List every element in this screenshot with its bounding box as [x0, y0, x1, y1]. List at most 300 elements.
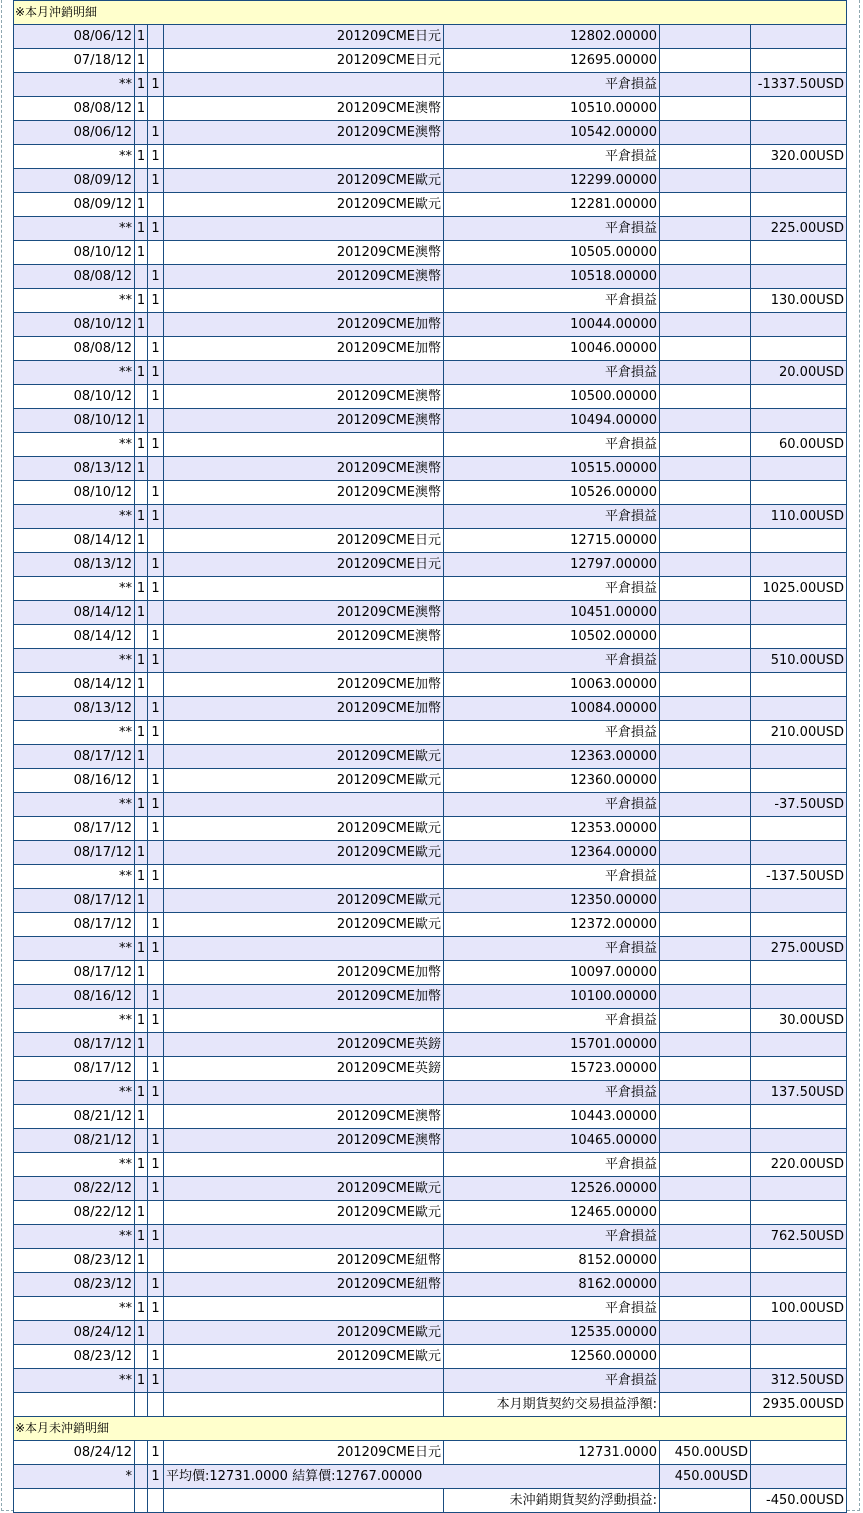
sell-qty: 1 — [148, 1465, 164, 1489]
empty-cell — [660, 793, 751, 817]
pl-row — [14, 577, 847, 601]
sell-qty: 1 — [148, 433, 164, 457]
trade-date: 08/22/12 — [14, 1177, 135, 1201]
floating-pl-value: -450.00USD — [751, 1489, 847, 1513]
product-name: 201209CME歐元 — [164, 817, 444, 841]
pl-row — [14, 433, 847, 457]
product-name — [164, 217, 444, 241]
pl-row — [14, 145, 847, 169]
product-name: 201209CME澳幣 — [164, 97, 444, 121]
empty-cell — [660, 49, 751, 73]
floating-pl-label: 未沖銷期貨契約浮動損益: — [444, 1489, 660, 1513]
trade-price: 12364.00000 — [444, 841, 660, 865]
product-name — [164, 721, 444, 745]
buy-qty: 1 — [135, 145, 148, 169]
trade-row — [14, 265, 847, 289]
pl-label: 平倉損益 — [444, 1225, 660, 1249]
buy-qty: 1 — [135, 889, 148, 913]
sell-qty — [148, 49, 164, 73]
trade-date: 08/08/12 — [14, 337, 135, 361]
sell-qty: 1 — [148, 577, 164, 601]
empty-cell — [751, 817, 847, 841]
trade-row — [14, 481, 847, 505]
pl-row — [14, 361, 847, 385]
product-name: 201209CME加幣 — [164, 985, 444, 1009]
buy-qty: 1 — [135, 529, 148, 553]
trade-date: 08/17/12 — [14, 889, 135, 913]
sell-qty — [148, 1105, 164, 1129]
trade-price: 12350.00000 — [444, 889, 660, 913]
empty-cell — [660, 913, 751, 937]
pl-label: 平倉損益 — [444, 1009, 660, 1033]
sell-qty: 1 — [148, 1345, 164, 1369]
trade-date: ** — [14, 1009, 135, 1033]
trade-row — [14, 889, 847, 913]
sell-qty: 1 — [148, 913, 164, 937]
trade-date: 08/17/12 — [14, 745, 135, 769]
buy-qty: 1 — [135, 49, 148, 73]
product-name: 201209CME加幣 — [164, 697, 444, 721]
empty-cell — [751, 49, 847, 73]
buy-qty: 1 — [135, 841, 148, 865]
trade-date: 08/17/12 — [14, 913, 135, 937]
product-name: 201209CME歐元 — [164, 769, 444, 793]
empty-cell — [751, 769, 847, 793]
trade-date: 08/13/12 — [14, 457, 135, 481]
trade-date: 08/06/12 — [14, 25, 135, 49]
sell-qty — [148, 889, 164, 913]
product-name — [164, 1369, 444, 1393]
buy-qty: 1 — [135, 745, 148, 769]
empty-cell — [660, 169, 751, 193]
product-name: 201209CME歐元 — [164, 193, 444, 217]
product-name: 201209CME澳幣 — [164, 1129, 444, 1153]
product-name: 201209CME歐元 — [164, 1177, 444, 1201]
sell-qty: 1 — [148, 1297, 164, 1321]
buy-qty — [135, 913, 148, 937]
empty-cell — [660, 697, 751, 721]
trade-date: 08/21/12 — [14, 1105, 135, 1129]
trade-date: ** — [14, 1369, 135, 1393]
buy-qty: 1 — [135, 1321, 148, 1345]
empty-cell — [660, 865, 751, 889]
trade-date: ** — [14, 1081, 135, 1105]
trade-price: 12802.00000 — [444, 25, 660, 49]
empty-cell — [660, 193, 751, 217]
summary-marker: * — [14, 1465, 135, 1489]
empty-cell — [660, 1273, 751, 1297]
product-name — [164, 1009, 444, 1033]
trade-date: 08/13/12 — [14, 553, 135, 577]
trade-price: 12299.00000 — [444, 169, 660, 193]
pl-amount: 220.00USD — [751, 1153, 847, 1177]
buy-qty: 1 — [135, 361, 148, 385]
trade-row — [14, 169, 847, 193]
empty-cell — [660, 1033, 751, 1057]
empty-cell — [751, 697, 847, 721]
empty-cell — [660, 1081, 751, 1105]
buy-qty: 1 — [135, 1297, 148, 1321]
product-name: 201209CME歐元 — [164, 1345, 444, 1369]
buy-qty: 1 — [135, 721, 148, 745]
product-name — [164, 361, 444, 385]
empty-cell — [660, 1369, 751, 1393]
empty-cell — [751, 1249, 847, 1273]
trade-price: 12363.00000 — [444, 745, 660, 769]
sell-qty: 1 — [148, 1009, 164, 1033]
buy-qty: 1 — [135, 433, 148, 457]
trade-price: 10542.00000 — [444, 121, 660, 145]
sell-qty: 1 — [148, 721, 164, 745]
sell-qty — [148, 1201, 164, 1225]
pl-label: 平倉損益 — [444, 433, 660, 457]
buy-qty: 1 — [135, 793, 148, 817]
empty-cell — [660, 313, 751, 337]
empty-cell — [660, 241, 751, 265]
product-name: 201209CME澳幣 — [164, 1105, 444, 1129]
sell-qty: 1 — [148, 337, 164, 361]
trade-date: ** — [14, 793, 135, 817]
empty-cell — [660, 817, 751, 841]
product-name: 201209CME澳幣 — [164, 241, 444, 265]
trade-price: 10063.00000 — [444, 673, 660, 697]
pl-label: 平倉損益 — [444, 1297, 660, 1321]
sell-qty — [148, 25, 164, 49]
sell-qty: 1 — [148, 505, 164, 529]
trade-price: 12360.00000 — [444, 769, 660, 793]
empty-cell — [751, 1105, 847, 1129]
trade-date: ** — [14, 721, 135, 745]
product-name: 201209CME歐元 — [164, 841, 444, 865]
product-name — [164, 433, 444, 457]
trade-price: 10500.00000 — [444, 385, 660, 409]
empty-cell — [660, 73, 751, 97]
trade-price: 10494.00000 — [444, 409, 660, 433]
trade-price: 12465.00000 — [444, 1201, 660, 1225]
trade-row — [14, 97, 847, 121]
pl-amount: 510.00USD — [751, 649, 847, 673]
buy-qty: 1 — [135, 505, 148, 529]
trade-row — [14, 673, 847, 697]
trade-row — [14, 913, 847, 937]
empty-cell — [751, 1129, 847, 1153]
empty-cell — [660, 1489, 751, 1513]
sell-qty: 1 — [148, 553, 164, 577]
trade-date: 08/23/12 — [14, 1345, 135, 1369]
sell-qty: 1 — [148, 121, 164, 145]
trade-row — [14, 1177, 847, 1201]
empty-cell — [660, 289, 751, 313]
sell-qty: 1 — [148, 361, 164, 385]
trade-date: 08/10/12 — [14, 409, 135, 433]
pl-label: 平倉損益 — [444, 649, 660, 673]
pl-amount: 130.00USD — [751, 289, 847, 313]
buy-qty — [135, 337, 148, 361]
product-name: 201209CME加幣 — [164, 961, 444, 985]
open-summary-row — [14, 1465, 847, 1489]
empty-cell — [660, 145, 751, 169]
trade-date: 08/24/12 — [14, 1441, 135, 1465]
trade-date: 08/22/12 — [14, 1201, 135, 1225]
product-name — [164, 1297, 444, 1321]
trade-price: 12797.00000 — [444, 553, 660, 577]
empty-cell — [135, 1393, 148, 1417]
pl-label: 平倉損益 — [444, 505, 660, 529]
empty-cell — [660, 409, 751, 433]
empty-cell — [660, 625, 751, 649]
empty-cell — [660, 265, 751, 289]
buy-qty: 1 — [135, 289, 148, 313]
pl-row — [14, 937, 847, 961]
empty-cell — [660, 481, 751, 505]
trade-row — [14, 193, 847, 217]
trade-price: 10465.00000 — [444, 1129, 660, 1153]
empty-cell — [751, 601, 847, 625]
buy-qty: 1 — [135, 1081, 148, 1105]
trade-row — [14, 385, 847, 409]
trade-row — [14, 961, 847, 985]
pl-label: 平倉損益 — [444, 73, 660, 97]
trade-date: 08/14/12 — [14, 673, 135, 697]
sell-qty — [148, 409, 164, 433]
pl-amount: 30.00USD — [751, 1009, 847, 1033]
pl-amount: 275.00USD — [751, 937, 847, 961]
trade-date: ** — [14, 1297, 135, 1321]
buy-qty — [135, 1465, 148, 1489]
trade-row — [14, 1201, 847, 1225]
trade-price: 12715.00000 — [444, 529, 660, 553]
trade-row — [14, 1129, 847, 1153]
empty-cell — [751, 25, 847, 49]
empty-cell — [660, 337, 751, 361]
trade-row — [14, 457, 847, 481]
trade-price: 12535.00000 — [444, 1321, 660, 1345]
sell-qty: 1 — [148, 1225, 164, 1249]
trade-price: 12353.00000 — [444, 817, 660, 841]
trade-date: 08/13/12 — [14, 697, 135, 721]
empty-cell — [751, 841, 847, 865]
sell-qty: 1 — [148, 169, 164, 193]
trade-date: ** — [14, 145, 135, 169]
sell-qty: 1 — [148, 1129, 164, 1153]
pl-row — [14, 1009, 847, 1033]
buy-qty: 1 — [135, 217, 148, 241]
empty-cell — [164, 1393, 444, 1417]
empty-cell — [751, 1441, 847, 1465]
trade-date: 08/23/12 — [14, 1249, 135, 1273]
trade-price: 10084.00000 — [444, 697, 660, 721]
empty-cell — [751, 385, 847, 409]
sell-qty: 1 — [148, 265, 164, 289]
buy-qty: 1 — [135, 649, 148, 673]
buy-qty — [135, 697, 148, 721]
empty-cell — [660, 769, 751, 793]
buy-qty: 1 — [135, 1033, 148, 1057]
pl-amount: 20.00USD — [751, 361, 847, 385]
buy-qty: 1 — [135, 1201, 148, 1225]
buy-qty: 1 — [135, 1009, 148, 1033]
pl-row — [14, 865, 847, 889]
trade-price: 12695.00000 — [444, 49, 660, 73]
trade-price: 12281.00000 — [444, 193, 660, 217]
trade-row — [14, 1321, 847, 1345]
trade-row — [14, 841, 847, 865]
sell-qty: 1 — [148, 865, 164, 889]
trade-row — [14, 1033, 847, 1057]
trade-price: 12560.00000 — [444, 1345, 660, 1369]
empty-cell — [751, 889, 847, 913]
empty-cell — [660, 1105, 751, 1129]
sell-qty — [148, 1033, 164, 1057]
pl-row — [14, 721, 847, 745]
product-name — [164, 1153, 444, 1177]
empty-cell — [751, 481, 847, 505]
product-name — [164, 1081, 444, 1105]
pl-row — [14, 505, 847, 529]
empty-cell — [751, 553, 847, 577]
product-name: 201209CME日元 — [164, 25, 444, 49]
sell-qty: 1 — [148, 1177, 164, 1201]
trade-row — [14, 25, 847, 49]
sell-qty: 1 — [148, 817, 164, 841]
trade-price: 10502.00000 — [444, 625, 660, 649]
empty-cell — [751, 1321, 847, 1345]
trade-date: 08/17/12 — [14, 1033, 135, 1057]
sell-qty: 1 — [148, 145, 164, 169]
empty-cell — [751, 193, 847, 217]
pl-amount: 110.00USD — [751, 505, 847, 529]
empty-cell — [751, 985, 847, 1009]
empty-cell — [660, 985, 751, 1009]
product-name: 201209CME英鎊 — [164, 1033, 444, 1057]
pl-amount: 320.00USD — [751, 145, 847, 169]
buy-qty — [135, 1441, 148, 1465]
buy-qty: 1 — [135, 193, 148, 217]
trade-price: 10044.00000 — [444, 313, 660, 337]
buy-qty — [135, 1345, 148, 1369]
trade-price: 10100.00000 — [444, 985, 660, 1009]
empty-cell — [660, 25, 751, 49]
product-name: 201209CME歐元 — [164, 913, 444, 937]
trade-date: ** — [14, 577, 135, 601]
sell-qty — [148, 1249, 164, 1273]
empty-cell — [751, 1273, 847, 1297]
buy-qty: 1 — [135, 865, 148, 889]
pl-label: 平倉損益 — [444, 793, 660, 817]
empty-cell — [660, 841, 751, 865]
trade-row — [14, 1057, 847, 1081]
sell-qty: 1 — [148, 1441, 164, 1465]
product-name: 201209CME紐幣 — [164, 1273, 444, 1297]
empty-cell — [148, 1489, 164, 1513]
trade-price: 10097.00000 — [444, 961, 660, 985]
product-name — [164, 289, 444, 313]
product-name: 201209CME歐元 — [164, 745, 444, 769]
statement-table — [13, 0, 847, 1513]
trade-date: 08/14/12 — [14, 529, 135, 553]
buy-qty: 1 — [135, 577, 148, 601]
empty-cell — [660, 385, 751, 409]
buy-qty — [135, 817, 148, 841]
trade-date: 08/09/12 — [14, 169, 135, 193]
product-name: 201209CME日元 — [164, 1441, 444, 1465]
buy-qty — [135, 1057, 148, 1081]
empty-cell — [751, 625, 847, 649]
net-total-label: 本月期貨契約交易損益淨額: — [444, 1393, 660, 1417]
sell-qty — [148, 241, 164, 265]
sell-qty — [148, 97, 164, 121]
trade-date: 08/21/12 — [14, 1129, 135, 1153]
empty-cell — [660, 1345, 751, 1369]
empty-cell — [660, 121, 751, 145]
empty-cell — [751, 313, 847, 337]
empty-cell — [660, 721, 751, 745]
empty-cell — [751, 121, 847, 145]
empty-cell — [660, 1393, 751, 1417]
pl-amount: 312.50USD — [751, 1369, 847, 1393]
empty-cell — [135, 1489, 148, 1513]
product-name: 201209CME英鎊 — [164, 1057, 444, 1081]
trade-price: 10046.00000 — [444, 337, 660, 361]
trade-date: 07/18/12 — [14, 49, 135, 73]
closed-section-header-row — [14, 1, 847, 25]
trade-date: 08/10/12 — [14, 241, 135, 265]
trade-price: 12731.0000 — [444, 1441, 660, 1465]
trade-date: ** — [14, 361, 135, 385]
trade-date: 08/10/12 — [14, 385, 135, 409]
margin-amount: 450.00USD — [660, 1441, 751, 1465]
buy-qty: 1 — [135, 457, 148, 481]
empty-cell — [751, 457, 847, 481]
buy-qty — [135, 385, 148, 409]
empty-cell — [660, 97, 751, 121]
pl-amount: 137.50USD — [751, 1081, 847, 1105]
product-name: 201209CME加幣 — [164, 337, 444, 361]
trade-price: 15723.00000 — [444, 1057, 660, 1081]
pl-amount: -1337.50USD — [751, 73, 847, 97]
empty-cell — [660, 1321, 751, 1345]
sell-qty — [148, 193, 164, 217]
trade-date: 08/09/12 — [14, 193, 135, 217]
product-name: 201209CME歐元 — [164, 1201, 444, 1225]
empty-cell — [660, 361, 751, 385]
empty-cell — [14, 1393, 135, 1417]
empty-cell — [660, 1297, 751, 1321]
trade-date: 08/17/12 — [14, 817, 135, 841]
empty-cell — [660, 673, 751, 697]
sell-qty — [148, 745, 164, 769]
product-name: 201209CME澳幣 — [164, 601, 444, 625]
trade-price: 10518.00000 — [444, 265, 660, 289]
pl-amount: 1025.00USD — [751, 577, 847, 601]
trade-row — [14, 601, 847, 625]
buy-qty: 1 — [135, 673, 148, 697]
trade-price: 12526.00000 — [444, 1177, 660, 1201]
pl-label: 平倉損益 — [444, 1153, 660, 1177]
product-name — [164, 793, 444, 817]
product-name: 201209CME澳幣 — [164, 385, 444, 409]
pl-row — [14, 73, 847, 97]
buy-qty: 1 — [135, 73, 148, 97]
closed-section-header: ※本月沖銷明細 — [14, 1, 847, 25]
open-section-header: ※本月未沖銷明細 — [14, 1417, 847, 1441]
empty-cell — [660, 937, 751, 961]
product-name: 201209CME澳幣 — [164, 265, 444, 289]
trade-price: 8152.00000 — [444, 1249, 660, 1273]
product-name: 201209CME加幣 — [164, 673, 444, 697]
empty-cell — [751, 265, 847, 289]
sell-qty — [148, 841, 164, 865]
